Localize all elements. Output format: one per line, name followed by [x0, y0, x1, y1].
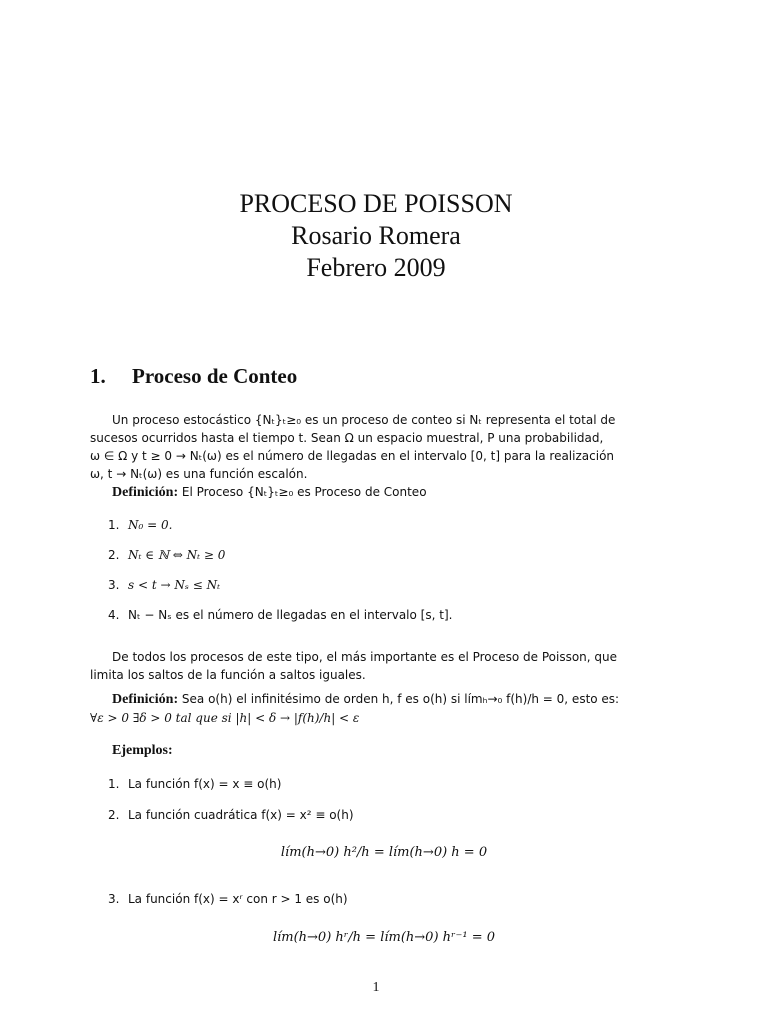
- paragraph-1-line-3: ω ∈ Ω y t ≥ 0 → Nₜ(ω) es el número de llegadas en el intervalo [0, t] para la realización: [90, 449, 615, 463]
- document-title: PROCESO DE POISSON: [239, 189, 513, 218]
- section-number: 1.: [90, 364, 106, 388]
- section-title: Proceso de Conteo: [132, 364, 298, 388]
- paragraph-1-line-2: sucesos ocurridos hasta el tiempo t. Sean Ω un espacio muestral, P una probabilidad,: [90, 431, 604, 445]
- list-item: [108, 606, 660, 624]
- list-item-text: N₀ = 0.: [128, 518, 173, 532]
- list-item-number: 1.: [108, 777, 120, 791]
- paragraph-2-line-2: limita los saltos de la función a saltos iguales.: [90, 668, 366, 682]
- definition-2-text: Sea o(h) el infinitésimo de orden h, f es o(h) si límₕ→₀ f(h)/h = 0, esto es:: [178, 692, 620, 706]
- list-item: [108, 775, 660, 793]
- list-item-text: La función cuadrática f(x) = x² ≡ o(h): [128, 808, 354, 822]
- list-item: [108, 516, 660, 534]
- list-item-number: 3.: [108, 892, 120, 906]
- list-item-number: 1.: [108, 518, 120, 532]
- list-item: [108, 576, 660, 594]
- definition-1-text: El Proceso {Nₜ}ₜ≥₀ es Proceso de Conteo: [178, 485, 427, 499]
- list-item-number: 4.: [108, 608, 120, 622]
- list-item-text: Nₜ ∈ ℕ ⇔ Nₜ ≥ 0: [128, 548, 226, 562]
- paragraph-1-line-1: Un proceso estocástico {Nₜ}ₜ≥₀ es un proceso de conteo si Nₜ representa el total de: [112, 413, 616, 427]
- list-item-number: 3.: [108, 578, 120, 592]
- list-item-number: 2.: [108, 808, 120, 822]
- paragraph-1-line-4: ω, t → Nₜ(ω) es una función escalón.: [90, 467, 308, 481]
- paragraph-2: [90, 648, 660, 684]
- equation-2: lím(h→0) hʳ/h = lím(h→0) hʳ⁻¹ = 0: [272, 930, 496, 945]
- definition-2: [90, 690, 660, 727]
- definition-2-line-2: ∀ε > 0 ∃δ > 0 tal que si |h| < δ → |f(h)/h| < ε: [90, 711, 360, 725]
- title-block: [0, 188, 752, 284]
- list-item-text: s < t → Nₛ ≤ Nₜ: [128, 578, 221, 592]
- list-item-number: 2.: [108, 548, 120, 562]
- equation-1: lím(h→0) h²/h = lím(h→0) h = 0: [280, 845, 488, 860]
- definition-2-line-1: [90, 690, 660, 709]
- list-item-text: La función f(x) = x ≡ o(h): [128, 777, 282, 791]
- definition-2-label: Definición:: [112, 692, 179, 707]
- list-item-text: La función f(x) = xʳ con r > 1 es o(h): [128, 892, 348, 906]
- paragraph-2-line-1: De todos los procesos de este tipo, el más importante es el Proceso de Poisson, que: [112, 650, 618, 664]
- definition-1-label: Definición:: [112, 485, 179, 500]
- list-item: [108, 546, 660, 564]
- examples-label: Ejemplos:: [112, 743, 173, 758]
- page-number: 1: [372, 980, 380, 995]
- definition-1: [90, 483, 660, 502]
- list-item: [108, 890, 660, 908]
- document-author: Rosario Romera: [291, 221, 461, 250]
- list-item: [108, 806, 660, 824]
- paragraph-1: [90, 411, 660, 502]
- list-item-text: Nₜ − Nₛ es el número de llegadas en el intervalo [s, t].: [128, 608, 453, 622]
- examples-heading: [90, 742, 660, 760]
- document-date: Febrero 2009: [306, 253, 446, 282]
- section-heading: [90, 364, 297, 389]
